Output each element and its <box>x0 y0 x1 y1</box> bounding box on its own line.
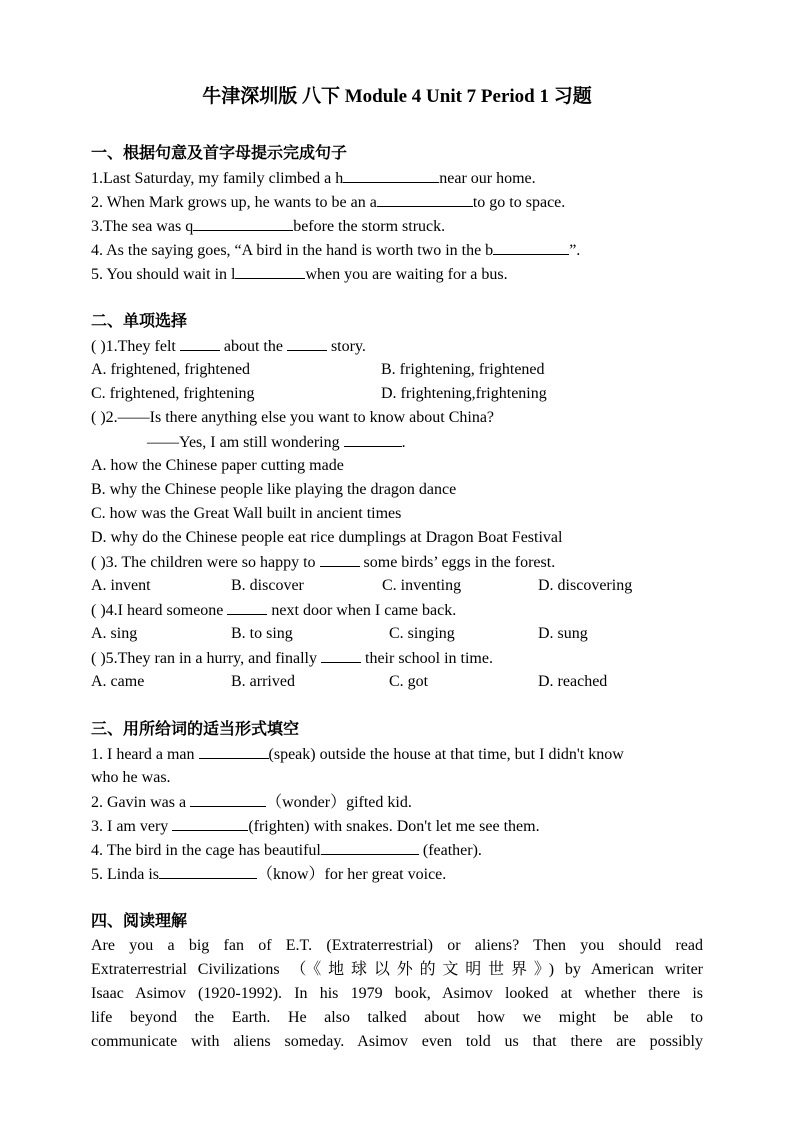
s3-item-4 <box>91 838 482 863</box>
q5-option-c[interactable]: C. got <box>389 673 429 690</box>
answer-blank[interactable] <box>193 214 293 231</box>
q4-stem-tail: next door when I came back. <box>267 602 457 619</box>
s1-item-2-tail: to go to space. <box>472 194 566 211</box>
q4-option-b[interactable]: B. to sing <box>231 625 293 642</box>
s3-item-2 <box>91 790 412 815</box>
s1-item-1-tail: near our home. <box>439 170 536 187</box>
answer-blank[interactable] <box>199 742 269 759</box>
q4-option-a[interactable]: A. sing <box>91 625 138 642</box>
s1-item-5-tail: when you are waiting for a bus. <box>305 266 508 283</box>
s3-item-5 <box>91 862 446 887</box>
passage-line: Are you a big fan of E.T. (Extraterrestrial) or aliens? Then you should read <box>91 937 703 954</box>
page-title: 牛津深圳版 八下 Module 4 Unit 7 Period 1 习题 <box>202 86 592 107</box>
s1-item-3-tail: before the storm struck. <box>293 218 446 235</box>
q5-stem <box>91 646 493 671</box>
s1-item-4 <box>91 238 580 263</box>
q2-option-d[interactable]: D. why do the Chinese people eat rice dumplings at Dragon Boat Festival <box>91 529 563 546</box>
reading-passage <box>91 934 703 1054</box>
q2-option-a[interactable]: A. how the Chinese paper cutting made <box>91 457 344 474</box>
q2-option-c[interactable]: C. how was the Great Wall built in ancient times <box>91 505 402 522</box>
s3-item-2-tail: （wonder）gifted kid. <box>266 794 412 811</box>
answer-blank[interactable] <box>190 790 266 807</box>
q3-stem <box>91 550 555 575</box>
q3-option-b[interactable]: B. discover <box>231 577 304 594</box>
passage-line: Isaac Asimov (1920-1992). In his 1979 book, Asimov looked at whether there is <box>91 985 703 1002</box>
s3-item-3-tail: (frighten) with snakes. Don't let me see them. <box>248 818 540 835</box>
q3-stem-tail: some birds’ eggs in the forest. <box>359 554 556 571</box>
q1-stem-tail: story. <box>326 338 366 355</box>
s3-item-5-text: 5. Linda is <box>91 866 159 883</box>
s3-item-4-text: 4. The bird in the cage has beautiful <box>91 842 321 859</box>
q4-stem-text: ( )4.I heard someone <box>91 602 228 619</box>
s1-item-5-text: 5. You should wait in l <box>91 266 236 283</box>
passage-line: Extraterrestrial Civilizations （《地球以外的文明世界》) by American writer <box>91 961 703 978</box>
s3-item-3 <box>91 814 540 839</box>
q5-option-a[interactable]: A. came <box>91 673 145 690</box>
answer-blank[interactable] <box>287 334 327 351</box>
q1-stem <box>91 334 366 359</box>
q1-option-d[interactable]: D. frightening,frightening <box>381 385 547 402</box>
q2-stem: ( )2.——Is there anything else you want to know about China? <box>91 409 495 426</box>
answer-blank[interactable] <box>180 334 220 351</box>
passage-line: life beyond the Earth. He also talked about how we might be able to <box>91 1009 703 1026</box>
s3-item-5-tail: （know）for her great voice. <box>257 866 447 883</box>
q3-option-c[interactable]: C. inventing <box>382 577 462 594</box>
answer-blank[interactable] <box>159 862 257 879</box>
q5-option-d[interactable]: D. reached <box>538 673 608 690</box>
q5-option-b[interactable]: B. arrived <box>231 673 295 690</box>
s1-item-3-text: 3.The sea was q <box>91 218 194 235</box>
answer-blank[interactable] <box>320 550 360 567</box>
q3-option-a[interactable]: A. invent <box>91 577 151 594</box>
q1-option-b[interactable]: B. frightening, frightened <box>381 361 545 378</box>
q5-stem-tail: their school in time. <box>361 650 493 667</box>
q5-stem-text: ( )5.They ran in a hurry, and finally <box>91 650 321 667</box>
answer-blank[interactable] <box>172 814 248 831</box>
section1-heading: 一、根据句意及首字母提示完成句子 <box>91 145 348 162</box>
s3-item-1-cont: who he was. <box>91 769 171 786</box>
s1-item-4-text: 4. As the saying goes, “A bird in the hand is worth two in the b <box>91 242 494 259</box>
s1-item-3 <box>91 214 445 239</box>
q1-option-c[interactable]: C. frightened, frightening <box>91 385 255 402</box>
q4-option-c[interactable]: C. singing <box>389 625 455 642</box>
q2-option-b[interactable]: B. why the Chinese people like playing the dragon dance <box>91 481 457 498</box>
s3-item-1-tail: (speak) outside the house at that time, but I didn't know <box>268 746 624 763</box>
answer-blank[interactable] <box>377 190 473 207</box>
section3-heading: 三、用所给词的适当形式填空 <box>91 721 300 738</box>
answer-blank[interactable] <box>344 430 402 447</box>
answer-blank[interactable] <box>235 262 305 279</box>
answer-blank[interactable] <box>227 598 267 615</box>
section2-heading: 二、单项选择 <box>91 313 188 330</box>
s1-item-1-text: 1.Last Saturday, my family climbed a h <box>91 170 344 187</box>
s1-item-5 <box>91 262 508 287</box>
q3-stem-text: ( )3. The children were so happy to <box>91 554 320 571</box>
q2-reply <box>147 430 406 455</box>
s3-item-1-text: 1. I heard a man <box>91 746 199 763</box>
s3-item-1 <box>91 742 624 767</box>
s1-item-2 <box>91 190 565 215</box>
s3-item-3-text: 3. I am very <box>91 818 173 835</box>
q2-reply-text: ——Yes, I am still wondering <box>147 434 344 451</box>
passage-line: communicate with aliens someday. Asimov even told us that there are possibly <box>91 1033 703 1050</box>
q4-option-d[interactable]: D. sung <box>538 625 588 642</box>
s3-item-2-text: 2. Gavin was a <box>91 794 191 811</box>
q4-stem <box>91 598 456 623</box>
section4-heading: 四、阅读理解 <box>91 913 188 930</box>
answer-blank[interactable] <box>321 838 419 855</box>
s1-item-1 <box>91 166 536 191</box>
q3-option-d[interactable]: D. discovering <box>538 577 633 594</box>
s1-item-4-tail: ”. <box>569 242 581 259</box>
q1-option-a[interactable]: A. frightened, frightened <box>91 361 251 378</box>
q2-reply-tail: . <box>401 434 406 451</box>
s1-item-2-text: 2. When Mark grows up, he wants to be an a <box>91 194 377 211</box>
q1-stem-mid: about the <box>219 338 287 355</box>
answer-blank[interactable] <box>343 166 439 183</box>
answer-blank[interactable] <box>493 238 569 255</box>
answer-blank[interactable] <box>321 646 361 663</box>
q1-stem-text: ( )1.They felt <box>91 338 180 355</box>
s3-item-4-tail: (feather). <box>418 842 482 859</box>
